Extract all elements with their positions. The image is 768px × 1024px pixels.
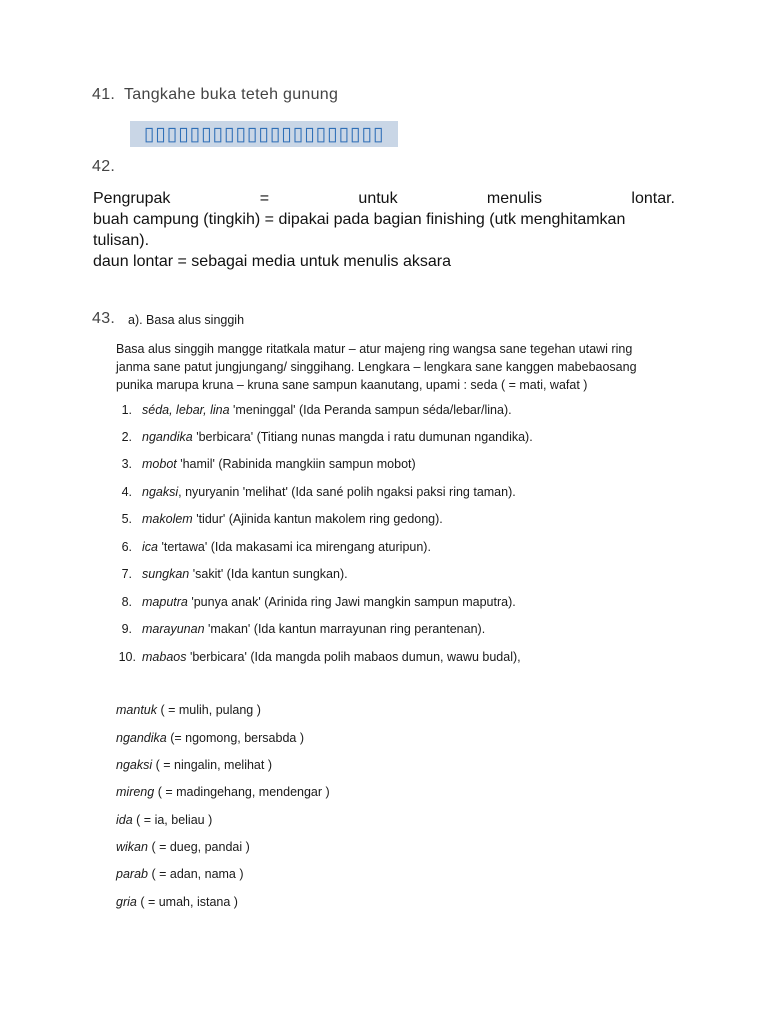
intro-paragraph — [116, 340, 661, 394]
question-41-text: Tangkahe buka teteh gunung — [124, 86, 339, 103]
glossary-item: gria ( = umah, istana ) — [116, 895, 238, 909]
answer-line: tulisan). — [93, 232, 150, 249]
glossary-item: mantuk ( = mulih, pulang ) — [116, 703, 261, 717]
balinese-script-glyphs: ▯▯▯▯▯▯▯▯▯▯▯▯▯▯▯▯▯▯▯▯▯ — [130, 121, 398, 147]
word: menulis — [486, 190, 543, 207]
list-item: 9. marayunan 'makan' (Ida kantun marrayunan ring perantenan). — [121, 622, 486, 636]
answer-line: daun lontar = sebagai media untuk menulis aksara — [93, 253, 451, 270]
paragraph-line: Basa alus singgih mangge ritatkala matur – atur majeng ring wangsa sane tegehan utawi ring — [116, 342, 633, 356]
question-43-number: 43. — [92, 310, 116, 327]
glossary-item: mireng ( = madingehang, mendengar ) — [116, 785, 330, 799]
list-item: 1. séda, lebar, lina 'meninggal' (Ida Peranda sampun séda/lebar/lina). — [121, 403, 512, 417]
list-item: 5. makolem 'tidur' (Ajinida kantun makolem ring gedong). — [121, 512, 443, 526]
glossary-item: ngaksi ( = ningalin, melihat ) — [116, 758, 272, 772]
section-heading: a). Basa alus singgih — [128, 313, 245, 327]
word: lontar. — [631, 190, 675, 207]
glossary-item: ngandika (= ngomong, bersabda ) — [116, 731, 304, 745]
word: untuk — [358, 190, 398, 207]
list-item: 4. ngaksi, nyuryanin 'melihat' (Ida sané polih ngaksi paksi ring taman). — [121, 485, 516, 499]
glossary-item: wikan ( = dueg, pandai ) — [116, 840, 250, 854]
question-42-answer — [93, 188, 675, 272]
list-item: 8. maputra 'punya anak' (Arinida ring Jawi mangkin sampun maputra). — [121, 595, 516, 609]
glossary-item: ida ( = ia, beliau ) — [116, 813, 213, 827]
word: = — [259, 190, 270, 207]
justified-line — [93, 188, 675, 209]
paragraph-line: punika marupa kruna – kruna sane sampun kaanutang, upami : seda ( = mati, wafat ) — [116, 378, 588, 392]
list-item: 7. sungkan 'sakit' (Ida kantun sungkan). — [121, 567, 348, 581]
list-item: 6. ica 'tertawa' (Ida makasami ica mirengang aturipun). — [121, 540, 431, 554]
question-41-number: 41. — [92, 86, 116, 103]
list-item: 2. ngandika 'berbicara' (Titiang nunas mangda i ratu dumunan ngandika). — [121, 430, 533, 444]
glossary-item: parab ( = adan, nama ) — [116, 867, 244, 881]
list-item: 10. mabaos 'berbicara' (Ida mangda polih mabaos dumun, wawu budal), — [118, 650, 521, 664]
question-42-number: 42. — [92, 158, 116, 175]
word: Pengrupak — [93, 190, 171, 207]
paragraph-line: janma sane patut jungjungang/ singgihang. Lengkara – lengkara sane kanggen mabebaosang — [116, 360, 637, 374]
list-item: 3. mobot 'hamil' (Rabinida mangkiin sampun mobot) — [121, 457, 416, 471]
answer-line: buah campung (tingkih) = dipakai pada bagian finishing (utk menghitamkan — [93, 211, 626, 228]
